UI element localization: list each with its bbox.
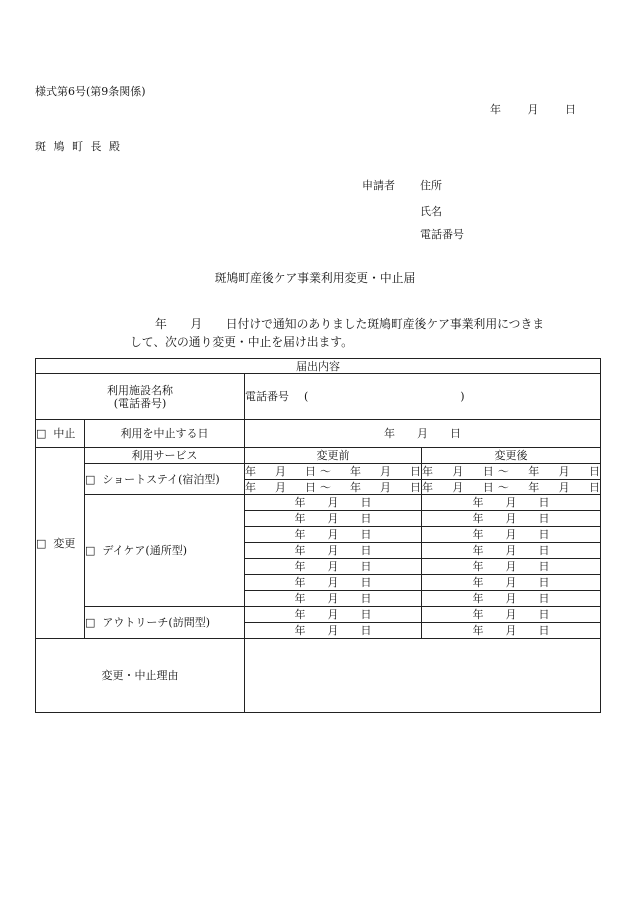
cancel-label: 中止 [53, 427, 76, 440]
reason-row [36, 639, 601, 713]
cancel-option [36, 420, 85, 448]
outreach-after-date: 年 月 日 [422, 607, 601, 623]
short-stay-after-period: 年 月 日～ 年 月 日 [422, 465, 600, 478]
service-day-care [85, 495, 245, 607]
facility-phone-paren-close: ) [460, 390, 465, 403]
table-heading-row [36, 359, 601, 374]
reason-field [245, 639, 601, 713]
cancel-date-label: 利用を中止する日 [85, 420, 245, 448]
facility-row [36, 374, 601, 420]
short-stay-checkbox[interactable]: □ [85, 472, 96, 486]
cancel-row [36, 420, 601, 448]
day-care-checkbox[interactable]: □ [85, 544, 96, 557]
after-header: 変更後 [422, 448, 601, 464]
outreach-after-date: 年 月 日 [422, 623, 601, 639]
short-stay-label: ショートステイ(宿泊型) [102, 472, 220, 486]
short-stay-after-period: 年 月 日～ 年 月 日 [422, 480, 600, 494]
reason-label: 変更・中止理由 [36, 639, 245, 713]
facility-phone-paren-open: ( [304, 390, 309, 403]
day-care-before-date: 年 月 日 [245, 559, 422, 575]
day-care-after-date: 年 月 日 [422, 511, 601, 527]
table-row [36, 495, 601, 511]
service-short-stay [85, 464, 245, 495]
day-care-before-date: 年 月 日 [245, 591, 422, 607]
day-care-after-date: 年 月 日 [422, 559, 601, 575]
day-care-before-date: 年 月 日 [245, 575, 422, 591]
before-header: 変更前 [245, 448, 422, 464]
addressee: 斑 鳩 町 長 殿 [35, 140, 122, 153]
cancel-checkbox[interactable]: □ [36, 427, 47, 440]
change-header-row [36, 448, 601, 464]
day-care-before-date: 年 月 日 [245, 527, 422, 543]
facility-phone-label: 電話番号 [245, 390, 289, 403]
cancel-date-value: 年 月 日 [245, 420, 601, 448]
day-care-before-date: 年 月 日 [245, 543, 422, 559]
facility-label-line-1: 利用施設名称 [107, 383, 173, 397]
change-option [36, 448, 85, 639]
form-number: 様式第6号(第9条関係) [35, 85, 146, 98]
applicant-label: 申請者 [362, 179, 395, 192]
body-line-1: 年 月 日付けで通知のありました斑鳩町産後ケア事業利用につきま [155, 317, 545, 331]
body-line-2: して、次の通り変更・中止を届け出ます。 [130, 335, 353, 349]
outreach-before-date: 年 月 日 [245, 623, 422, 639]
change-label: 変更 [53, 536, 76, 550]
day-care-after-date: 年 月 日 [422, 591, 601, 607]
day-care-before-date: 年 月 日 [245, 495, 422, 511]
document-title: 斑鳩町産後ケア事業利用変更・中止届 [214, 271, 416, 285]
facility-value [245, 374, 601, 420]
service-outreach [85, 607, 245, 639]
facility-label [36, 374, 245, 420]
table-heading: 届出内容 [36, 359, 601, 374]
table-row [36, 607, 601, 623]
day-care-after-date: 年 月 日 [422, 575, 601, 591]
service-header: 利用サービス [85, 448, 245, 464]
notification-table [35, 358, 601, 713]
day-care-after-date: 年 月 日 [422, 527, 601, 543]
day-care-before-date: 年 月 日 [245, 511, 422, 527]
facility-label-line-2: (電話番号) [113, 396, 167, 410]
outreach-label: アウトリーチ(訪問型) [102, 616, 210, 629]
table-row [36, 464, 601, 480]
submission-date: 年 月 日 [490, 103, 578, 116]
name-label: 氏名 [420, 205, 442, 218]
phone-label: 電話番号 [420, 228, 464, 241]
day-care-label: デイケア(通所型) [102, 544, 187, 557]
change-checkbox[interactable]: □ [36, 536, 47, 550]
outreach-checkbox[interactable]: □ [85, 616, 96, 629]
day-care-after-date: 年 月 日 [422, 543, 601, 559]
day-care-after-date: 年 月 日 [422, 495, 601, 511]
short-stay-before-period: 年 月 日～ 年 月 日 [245, 480, 421, 494]
address-label: 住所 [420, 179, 442, 192]
outreach-before-date: 年 月 日 [245, 607, 422, 623]
short-stay-before-period: 年 月 日～ 年 月 日 [245, 465, 421, 478]
